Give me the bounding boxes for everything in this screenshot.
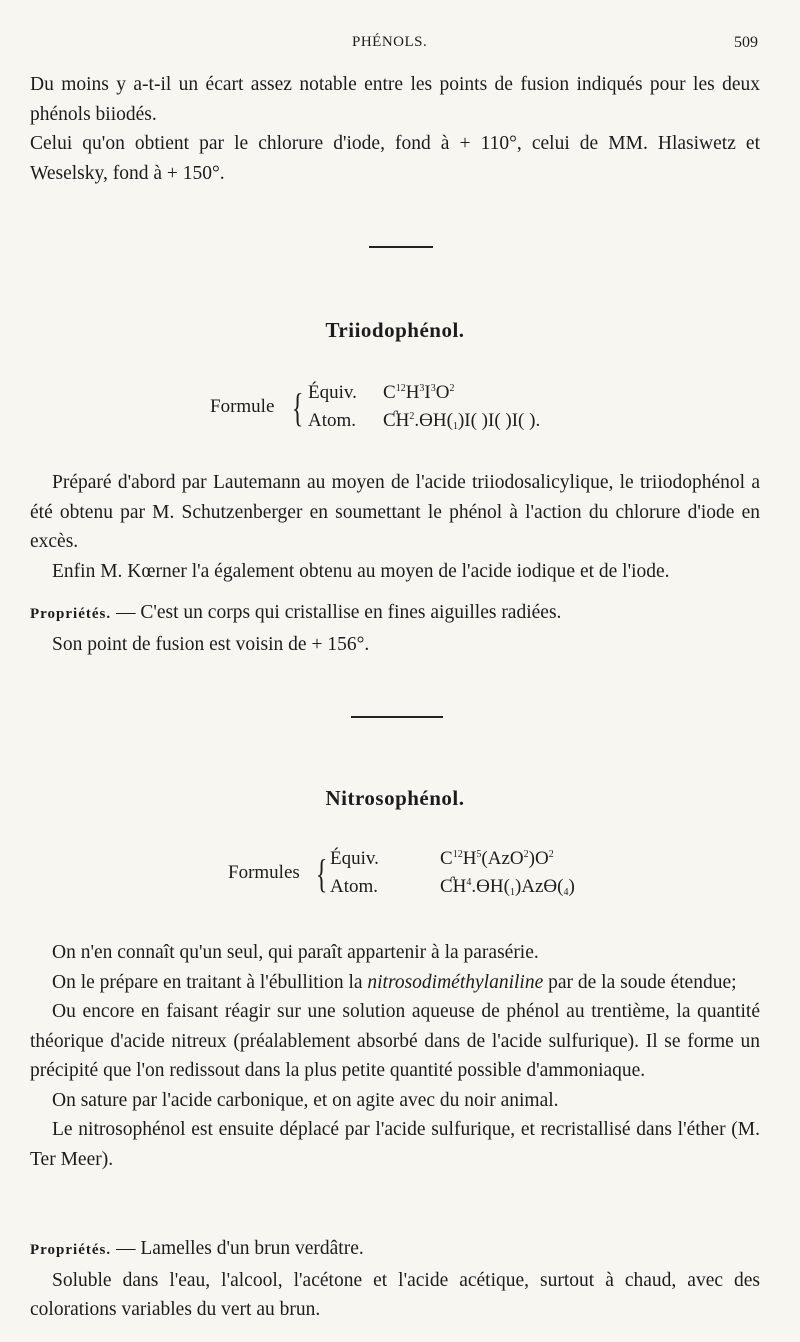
brace-symbol: {: [291, 385, 304, 430]
formula-block: [228, 848, 648, 908]
page-number: 509: [734, 34, 758, 51]
section-divider: [351, 716, 443, 718]
formula-label: Formule: [210, 396, 275, 417]
properties-label: Propriétés.: [30, 1242, 112, 1258]
nitroso-properties: [30, 1234, 760, 1325]
triiodo-body: [30, 468, 760, 586]
paragraph: Préparé d'abord par Lautemann au moyen de l'acide triiodosalicylique, le triiodophénol a été obtenu par M. Schutzenberger en soumettant le phénol à l'action du chlorure d'iode en excès.: [30, 472, 760, 552]
nitroso-body: [30, 938, 760, 1174]
document-page: [30, 0, 760, 1342]
formula-equiv-label: Équiv.: [330, 848, 379, 869]
formula-equiv-value: $C^{12}H^5(AzO^2)O^2$: [440, 848, 554, 869]
section-heading: Triiodophénol.: [325, 318, 465, 342]
formula-atom-value: $ƇH^4.ƟH(_1)AzƟ(_4)$: [440, 876, 575, 898]
paragraph: Ou encore en faisant réagir sur une solution aqueuse de phénol au trentième, la quantité théorique d'acide nitreux (préalablement absorbé dans de l'acide sulfurique). Il se forme un précipité que l'on redissout dans la plus petite quantité possible d'ammoniaque.: [30, 1001, 760, 1081]
paragraph: Du moins y a-t-il un écart assez notable entre les points de fusion indiqués pour les deux phénols biiodés.: [30, 74, 760, 125]
paragraph: Son point de fusion est voisin de + 156°.: [52, 633, 370, 655]
properties-label: Propriétés.: [30, 606, 112, 622]
paragraph: On sature par l'acide carbonique, et on agite avec du noir animal.: [52, 1089, 559, 1111]
formula-atom-value: $ƇH^2.ƟH(_1)I$( )I( )I( ).: [383, 410, 541, 432]
paragraph: [30, 968, 760, 998]
text-run: par de la soude étendue;: [543, 971, 737, 993]
formula-atom-label: Atom.: [330, 876, 379, 897]
triiodo-properties: [30, 598, 760, 659]
paragraph: Celui qu'on obtient par le chlorure d'iode, fond à + 110°, celui de MM. Hlasiwetz et Weselsky, fond à + 150°.: [30, 133, 760, 184]
paragraph: Le nitrosophénol est ensuite déplacé par l'acide sulfurique, et recristallisé dans l'éther (M. Ter Meer).: [30, 1119, 760, 1170]
section-divider: [369, 246, 433, 248]
brace-symbol: {: [315, 851, 328, 896]
formula-label: Formules: [228, 862, 300, 883]
paragraph: On n'en connaît qu'un seul, qui paraît appartenir à la parasérie.: [52, 942, 539, 963]
formula-equiv-value: $C^{12}H^3I^3O^2$: [383, 382, 455, 403]
formula-block: [210, 382, 610, 442]
italic-term: nitrosodiméthylaniline: [367, 971, 544, 993]
running-header: [30, 34, 760, 56]
running-title: PHÉNOLS.: [352, 34, 428, 50]
intro-section: [30, 70, 760, 188]
paragraph: Enfin M. Kœrner l'a également obtenu au moyen de l'acide iodique et de l'iode.: [52, 560, 670, 582]
formula-atom-label: Atom.: [308, 410, 357, 431]
section-heading: Nitrosophénol.: [325, 786, 465, 810]
properties-text: — Lamelles d'un brun verdâtre.: [111, 1238, 364, 1259]
paragraph: Soluble dans l'eau, l'alcool, l'acétone et l'acide acétique, surtout à chaud, avec des colorations variables du vert au brun.: [30, 1269, 760, 1320]
formula-equiv-label: Équiv.: [308, 382, 357, 403]
properties-text: — C'est un corps qui cristallise en fines aiguilles radiées.: [111, 602, 562, 623]
text-run: On le prépare en traitant à l'ébullition la: [52, 971, 368, 993]
